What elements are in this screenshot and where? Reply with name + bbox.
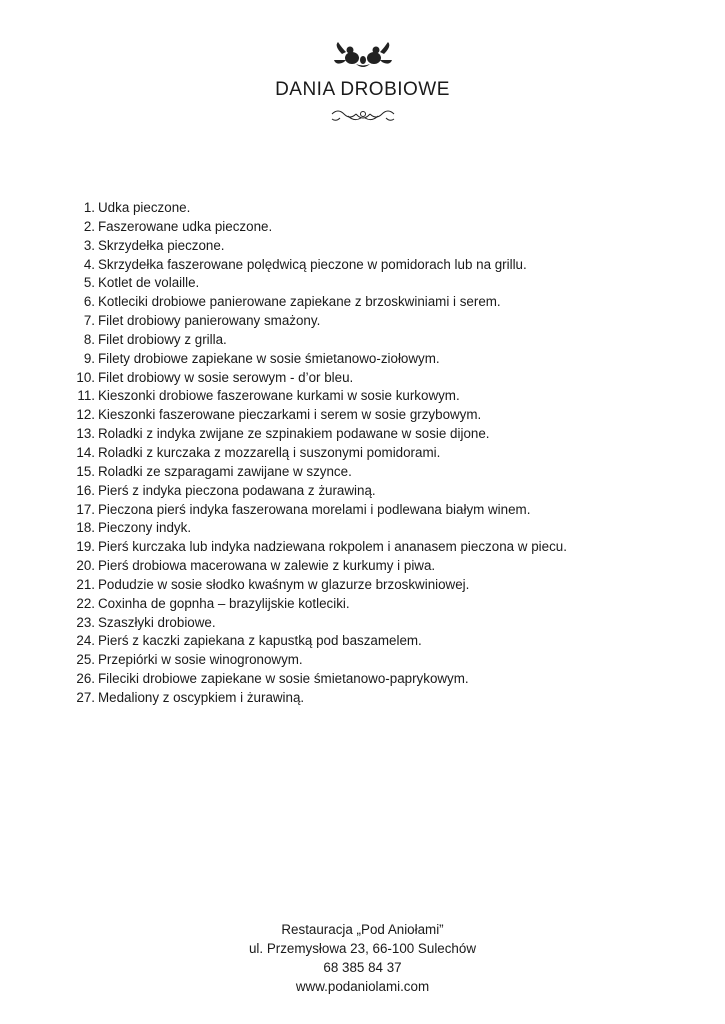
item-text: Pierś z kaczki zapiekana z kapustką pod baszamelem. — [98, 633, 422, 649]
item-text: Kieszonki drobiowe faszerowane kurkami w sosie kurkowym. — [98, 388, 460, 404]
list-item — [75, 651, 675, 670]
item-text: Pieczony indyk. — [98, 520, 192, 536]
list-item — [75, 406, 675, 425]
item-number: 26. — [76, 671, 95, 687]
restaurant-name: Restauracja „Pod Aniołami” — [281, 922, 444, 937]
item-text: Szaszłyki drobiowe. — [98, 614, 216, 630]
item-number: 25. — [76, 652, 95, 668]
ornament-flourish-icon — [328, 106, 398, 124]
list-item — [75, 331, 675, 350]
item-text: Filety drobiowe zapiekane w sosie śmietanowo-ziołowym. — [98, 350, 440, 366]
item-text: Medaliony z oscypkiem i żurawiną. — [98, 689, 305, 705]
list-item — [75, 293, 675, 312]
list-item — [75, 538, 675, 557]
item-number: 17. — [76, 501, 95, 517]
item-number: 10. — [76, 369, 95, 385]
item-text: Roladki z kurczaka z mozzarellą i suszonymi pomidorami. — [98, 444, 441, 460]
item-number: 11. — [77, 388, 95, 404]
list-item — [75, 256, 675, 275]
list-item — [75, 387, 675, 406]
item-number: 22. — [76, 595, 95, 611]
list-item — [75, 237, 675, 256]
item-text: Kotlet de volaille. — [98, 275, 200, 291]
list-item — [75, 218, 675, 237]
item-number: 1. — [83, 200, 95, 215]
item-number: 12. — [76, 407, 95, 423]
restaurant-phone: 68 385 84 37 — [323, 960, 402, 975]
item-text: Fileciki drobiowe zapiekane w sosie śmietanowo-paprykowym. — [98, 671, 469, 687]
list-item — [75, 463, 675, 482]
list-item — [75, 274, 675, 293]
item-number: 14. — [76, 444, 95, 460]
item-text: Pierś kurczaka lub indyka nadziewana rokpolem i ananasem pieczona w piecu. — [98, 539, 567, 555]
restaurant-website[interactable]: www.podaniolami.com — [295, 979, 430, 994]
item-text: Faszerowane udka pieczone. — [98, 218, 273, 234]
list-item — [75, 576, 675, 595]
item-number: 7. — [83, 313, 95, 329]
item-text: Filet drobiowy z grilla. — [98, 331, 227, 347]
list-item — [75, 689, 675, 708]
list-item — [75, 614, 675, 633]
item-text: Filet drobiowy panierowany smażony. — [98, 313, 321, 329]
page-title: DANIA DROBIOWE — [275, 79, 450, 100]
item-text: Coxinha de gopnha – brazylijskie kotleciki. — [98, 595, 350, 611]
item-number: 4. — [83, 256, 95, 272]
item-text: Filet drobiowy w sosie serowym - d’or bleu. — [98, 369, 354, 385]
item-number: 13. — [76, 426, 95, 442]
item-text: Kotleciki drobiowe panierowane zapiekane z brzoskwiniami i serem. — [98, 294, 501, 310]
item-number: 9. — [83, 350, 95, 366]
list-item — [75, 444, 675, 463]
page-header — [0, 40, 725, 124]
item-number: 24. — [76, 633, 95, 649]
list-item — [75, 519, 675, 538]
item-number: 27. — [76, 689, 95, 705]
item-number: 6. — [83, 294, 95, 310]
list-item — [75, 557, 675, 576]
item-number: 16. — [76, 482, 95, 498]
list-item — [75, 501, 675, 520]
item-text: Skrzydełka faszerowane polędwicą pieczone w pomidorach lub na grillu. — [98, 256, 527, 272]
list-item — [75, 482, 675, 501]
item-number: 5. — [83, 275, 95, 291]
item-text: Roladki ze szparagami zawijane w szynce. — [98, 463, 352, 479]
item-text: Przepiórki w sosie winogronowym. — [98, 652, 303, 668]
item-number: 23. — [76, 614, 95, 630]
item-number: 8. — [83, 331, 95, 347]
item-text: Kieszonki faszerowane pieczarkami i serem w sosie grzybowym. — [98, 407, 482, 423]
list-item — [75, 369, 675, 388]
restaurant-address: ul. Przemysłowa 23, 66-100 Sulechów — [248, 941, 476, 956]
list-item — [75, 632, 675, 651]
restaurant-footer — [0, 920, 725, 996]
list-item — [75, 199, 675, 218]
item-number: 19. — [76, 539, 95, 555]
item-text: Pieczona pierś indyka faszerowana morelami i podlewana białym winem. — [98, 501, 531, 517]
item-number: 18. — [76, 520, 95, 536]
item-number: 20. — [76, 558, 95, 574]
dish-list — [75, 199, 675, 708]
item-number: 21. — [76, 576, 95, 592]
list-item — [75, 670, 675, 689]
item-number: 3. — [83, 237, 95, 253]
item-text: Roladki z indyka zwijane ze szpinakiem podawane w sosie dijone. — [98, 426, 490, 442]
item-number: 15. — [76, 463, 95, 479]
angels-crest-icon — [328, 40, 398, 76]
list-item — [75, 350, 675, 369]
list-item — [75, 425, 675, 444]
item-text: Podudzie w sosie słodko kwaśnym w glazurze brzoskwiniowej. — [98, 576, 470, 592]
list-item — [75, 312, 675, 331]
item-text: Skrzydełka pieczone. — [98, 237, 225, 253]
item-text: Pierś drobiowa macerowana w zalewie z kurkumy i piwa. — [98, 558, 436, 574]
list-item — [75, 595, 675, 614]
item-text: Udka pieczone. — [98, 200, 191, 215]
item-number: 2. — [83, 218, 95, 234]
item-text: Pierś z indyka pieczona podawana z żurawiną. — [98, 482, 376, 498]
